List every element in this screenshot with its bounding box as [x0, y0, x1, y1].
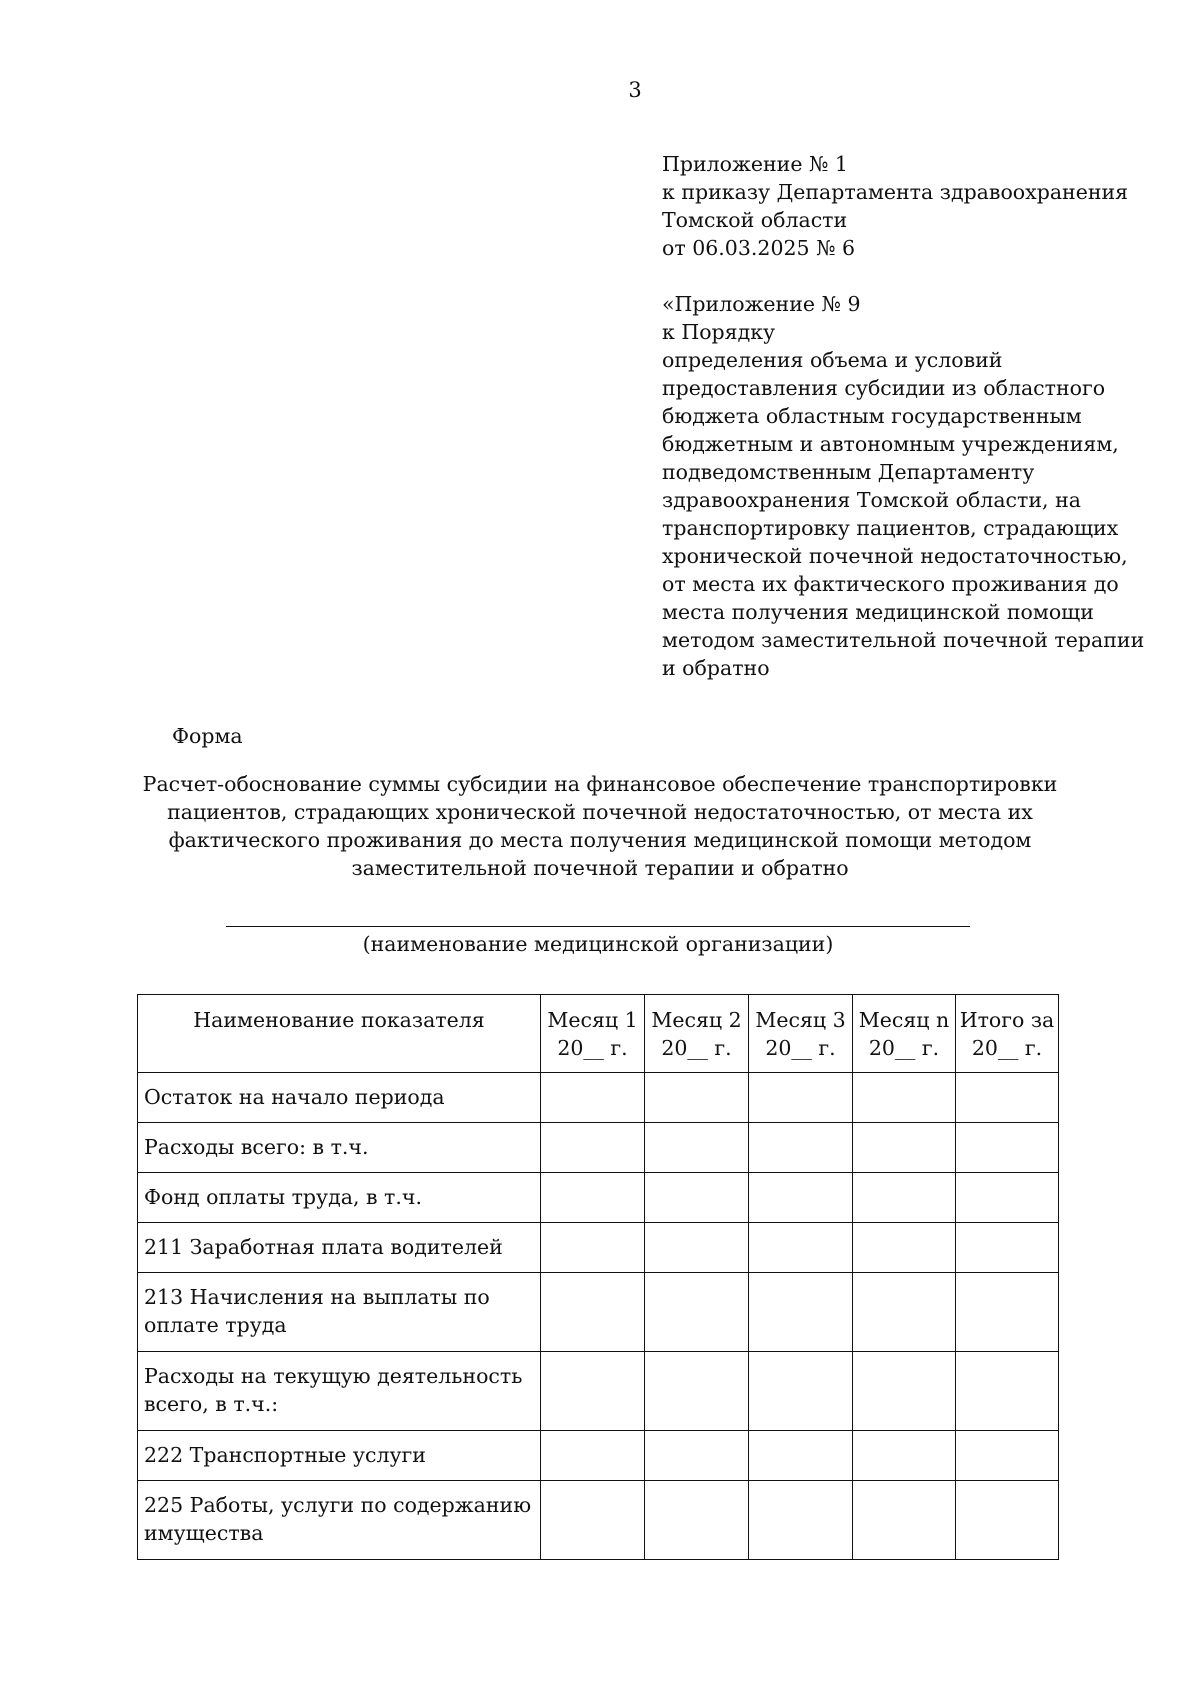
table-cell — [645, 1481, 749, 1560]
row-label: Фонд оплаты труда, в т.ч. — [138, 1173, 541, 1223]
appendix-reference-line: предоставления субсидии из областного — [662, 376, 1106, 400]
appendix-reference-line: подведомственным Департаменту — [662, 460, 1035, 484]
header-month-2 — [645, 995, 749, 1073]
appendix-reference-line: от места их фактического проживания до — [662, 572, 1119, 596]
subsidy-calculation-table — [137, 994, 1059, 1560]
table-row — [138, 1481, 1059, 1560]
table-cell — [749, 1431, 853, 1481]
table-cell — [541, 1481, 645, 1560]
table-cell — [853, 1481, 956, 1560]
table-cell — [956, 1123, 1059, 1173]
row-label: 211 Заработная плата водителей — [138, 1223, 541, 1273]
table-cell — [541, 1173, 645, 1223]
table-cell — [749, 1223, 853, 1273]
table-cell — [956, 1173, 1059, 1223]
appendix-header — [662, 150, 1145, 682]
table-cell — [645, 1123, 749, 1173]
table-row — [138, 1073, 1059, 1123]
table-cell — [749, 1123, 853, 1173]
header-line: Наименование показателя — [193, 1008, 485, 1032]
header-line: Месяц 2 — [651, 1008, 742, 1032]
header-line: Итого за — [959, 1008, 1055, 1032]
table-row — [138, 1223, 1059, 1273]
table-cell — [541, 1123, 645, 1173]
header-indicator-name — [138, 995, 541, 1073]
header-line: 20__ г. — [868, 1036, 940, 1060]
header-month-1 — [541, 995, 645, 1073]
table-cell — [541, 1223, 645, 1273]
table-cell — [645, 1431, 749, 1481]
table-row — [138, 1123, 1059, 1173]
table-row — [138, 1352, 1059, 1431]
form-label: Форма — [172, 724, 243, 748]
row-label: Расходы на текущую деятельность всего, в т.ч.: — [138, 1352, 541, 1431]
page-number: 3 — [628, 78, 642, 102]
appendix-reference-line: бюджета областным государственным — [662, 404, 1082, 428]
table-cell — [853, 1123, 956, 1173]
table-cell — [749, 1073, 853, 1123]
header-line: 20__ г. — [971, 1036, 1043, 1060]
table-cell — [956, 1273, 1059, 1352]
document-title-line: пациентов, страдающих хронической почечной недостаточностью, от места их — [167, 800, 1033, 824]
table-cell — [541, 1073, 645, 1123]
appendix-header-line: к приказу Департамента здравоохранения — [662, 180, 1129, 204]
header-line: 20__ г. — [661, 1036, 732, 1060]
header-line: Месяц 1 — [547, 1008, 638, 1032]
header-line: 20__ г. — [765, 1036, 836, 1060]
header-month-3 — [749, 995, 853, 1073]
table-cell — [541, 1431, 645, 1481]
header-total — [956, 995, 1059, 1073]
table-cell — [853, 1223, 956, 1273]
appendix-reference-line: здравоохранения Томской области, на — [662, 488, 1081, 512]
row-label: Расходы всего: в т.ч. — [138, 1123, 541, 1173]
document-title-line: заместительной почечной терапии и обратно — [351, 856, 849, 880]
appendix-header-line: Томской области — [662, 208, 848, 232]
table-cell — [645, 1073, 749, 1123]
document-title-line: фактического проживания до места получения медицинской помощи методом — [168, 828, 1032, 852]
table-cell — [645, 1273, 749, 1352]
table-cell — [749, 1273, 853, 1352]
table-cell — [645, 1223, 749, 1273]
appendix-reference-line: методом заместительной почечной терапии — [662, 628, 1145, 652]
table-cell — [541, 1273, 645, 1352]
row-label: Остаток на начало периода — [138, 1073, 541, 1123]
table-row — [138, 1431, 1059, 1481]
row-label: 222 Транспортные услуги — [138, 1431, 541, 1481]
table-row — [138, 1273, 1059, 1352]
appendix-reference-line: хронической почечной недостаточностью, — [662, 544, 1128, 568]
table-cell — [956, 1223, 1059, 1273]
table-cell — [956, 1431, 1059, 1481]
document-title — [120, 770, 1080, 882]
table-cell — [853, 1352, 956, 1431]
table-cell — [749, 1173, 853, 1223]
table-cell — [853, 1431, 956, 1481]
appendix-reference-line: бюджетным и автономным учреждениям, — [662, 432, 1119, 456]
organization-caption: (наименование медицинской организации) — [362, 932, 834, 956]
table-cell — [956, 1352, 1059, 1431]
header-line: 20__ г. — [557, 1036, 628, 1060]
table-cell — [541, 1352, 645, 1431]
table-cell — [645, 1173, 749, 1223]
organization-name-line — [226, 926, 970, 927]
table-cell — [853, 1073, 956, 1123]
appendix-reference-line: к Порядку — [662, 320, 776, 344]
table-cell — [853, 1273, 956, 1352]
appendix-reference-line: транспортировку пациентов, страдающих — [662, 516, 1119, 540]
table-cell — [853, 1173, 956, 1223]
spacer — [662, 262, 1142, 290]
document-title-line: Расчет-обоснование суммы субсидии на финансовое обеспечение транспортировки — [142, 772, 1058, 796]
appendix-header-line: Приложение № 1 — [662, 152, 848, 176]
header-month-n — [853, 995, 956, 1073]
table-row — [138, 1173, 1059, 1223]
appendix-reference-line: определения объема и условий — [662, 348, 1003, 372]
table-header-row — [138, 995, 1059, 1073]
table-cell — [645, 1352, 749, 1431]
row-label: 225 Работы, услуги по содержанию имущества — [138, 1481, 541, 1560]
row-label: 213 Начисления на выплаты по оплате труда — [138, 1273, 541, 1352]
header-line: Месяц 3 — [755, 1008, 846, 1032]
header-line: Месяц n — [858, 1008, 950, 1032]
appendix-reference-line: и обратно — [662, 656, 770, 680]
appendix-reference-line: места получения медицинской помощи — [662, 600, 1094, 624]
table-cell — [956, 1073, 1059, 1123]
appendix-header-line: от 06.03.2025 № 6 — [662, 236, 856, 260]
table-cell — [749, 1352, 853, 1431]
appendix-reference-line: «Приложение № 9 — [662, 292, 861, 316]
table-cell — [749, 1481, 853, 1560]
table-cell — [956, 1481, 1059, 1560]
